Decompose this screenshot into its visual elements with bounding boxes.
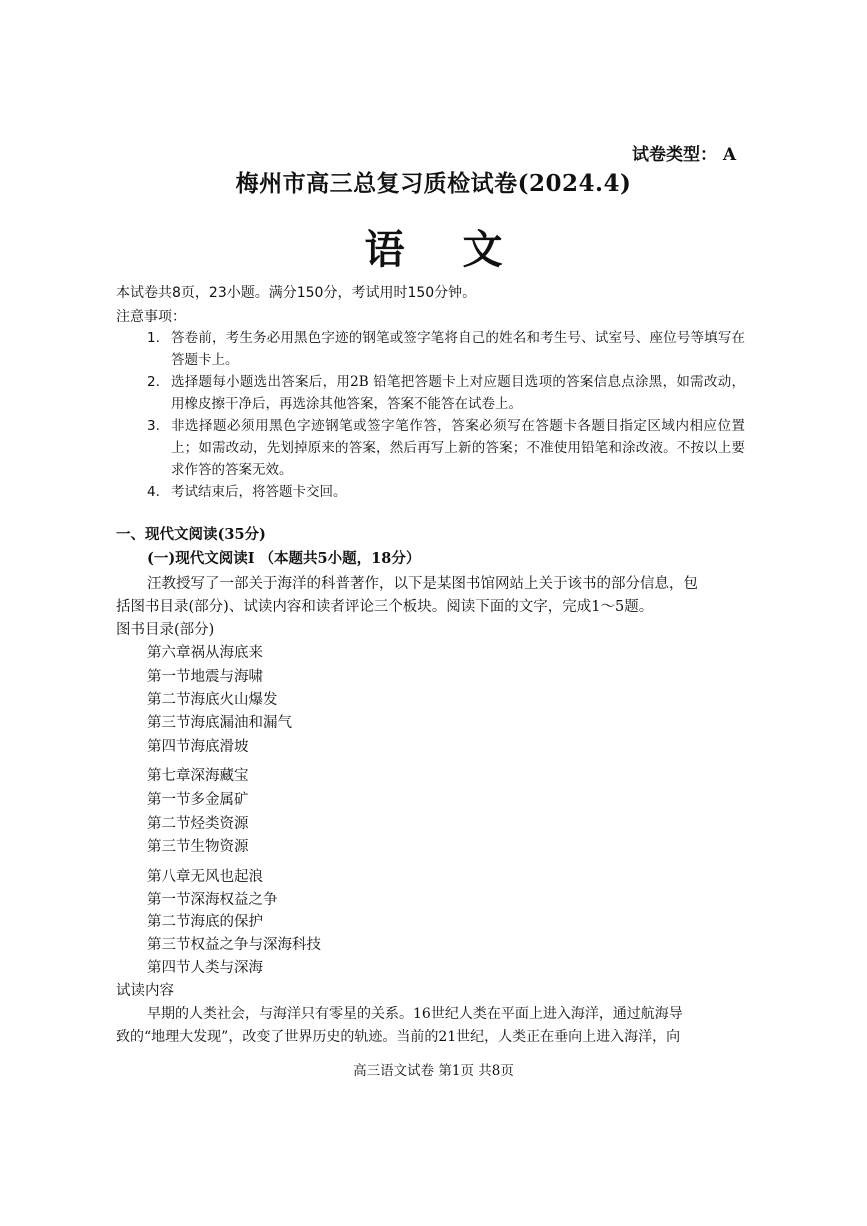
- toc-entry: 第二节海底火山爆发: [147, 692, 278, 708]
- notes-heading: 注意事项：: [116, 309, 186, 325]
- toc-entry: 第四节海底滑坡: [147, 739, 249, 755]
- note-item: [147, 415, 747, 481]
- note-text: 非选择题必须用黑色字迹钢笔或签字笔作答，答案必须写在答题卡各题目指定区域内相应位置上；如需改动，先划掉原来的答案，然后再写上新的答案；不准使用铅笔和涂改液。不按以上要求作答的答案无效。: [171, 418, 745, 478]
- paper-type-label: 试卷类型： A: [632, 145, 737, 165]
- toc-entry: 第二节烃类资源: [147, 816, 249, 832]
- trial-line: 致的“地理大发现”，改变了世界历史的轨迹。当前的21世纪，人类正在垂向上进入海洋，向: [116, 1029, 681, 1045]
- toc-entry: 第三节海底漏油和漏气: [147, 715, 292, 731]
- note-item: [147, 327, 747, 371]
- toc-entry: 第一节深海权益之争: [147, 892, 278, 908]
- passage-intro-line: 汪教授写了一部关于海洋的科普著作，以下是某图书馆网站上关于该书的部分信息，包: [147, 576, 698, 592]
- toc-entry: 第二节海底的保护: [147, 914, 263, 930]
- section-heading: 一、现代文阅读(35分): [116, 526, 266, 543]
- exam-title: 梅州市高三总复习质检试卷(2024.4): [235, 170, 632, 197]
- note-text: 选择题每小题选出答案后，用2B 铅笔把答题卡上对应题目选项的答案信息点涂黑，如需改动，用橡皮擦干净后，再选涂其他答案，答案不能答在试卷上。: [171, 374, 745, 412]
- note-item: [147, 481, 747, 503]
- toc-entry: 第六章祸从海底来: [147, 645, 263, 661]
- toc-entry: 第一节多金属矿: [147, 792, 249, 808]
- note-number: 2.: [147, 374, 160, 390]
- toc-entry: 第一节地震与海啸: [147, 669, 263, 685]
- trial-heading: 试读内容: [116, 983, 174, 999]
- toc-entry: 第三节生物资源: [147, 839, 249, 855]
- page-footer: 高三语文试卷 第1页 共8页: [353, 1063, 514, 1079]
- subject-title: 语文: [364, 226, 561, 273]
- note-number: 4.: [147, 484, 160, 500]
- passage-intro-line: 括图书目录(部分)、试读内容和读者评论三个板块。阅读下面的文字，完成1～5题。: [116, 599, 654, 615]
- toc-heading: 图书目录(部分): [116, 622, 215, 638]
- toc-entry: 第七章深海藏宝: [147, 768, 249, 784]
- toc-entry: 第四节人类与深海: [147, 960, 263, 976]
- note-number: 1.: [147, 330, 160, 346]
- trial-line: 早期的人类社会，与海洋只有零星的关系。16世纪人类在平面上进入海洋，通过航海导: [147, 1006, 683, 1022]
- exam-intro: 本试卷共8页，23小题。满分150分，考试用时150分钟。: [116, 285, 477, 301]
- toc-entry: 第八章无风也起浪: [147, 869, 263, 885]
- note-text: 答卷前，考生务必用黑色字迹的钢笔或签字笔将自己的姓名和考生号、试室号、座位号等填写在答题卡上。: [171, 330, 745, 368]
- note-item: [147, 371, 747, 415]
- subsection-heading: (一)现代文阅读I （本题共5小题，18分）: [147, 550, 421, 567]
- toc-entry: 第三节权益之争与深海科技: [147, 937, 321, 953]
- note-number: 3.: [147, 418, 160, 434]
- note-text: 考试结束后，将答题卡交回。: [171, 484, 347, 500]
